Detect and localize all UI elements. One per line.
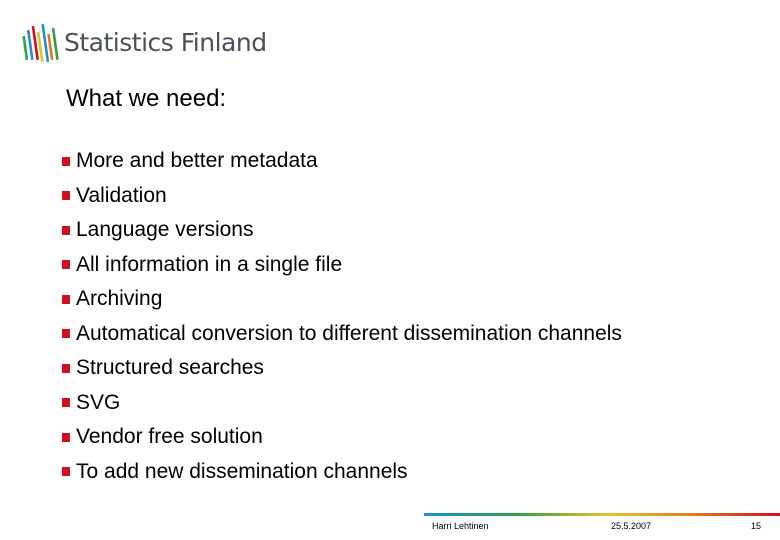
bullet-item <box>62 317 622 352</box>
bullet-text: Archiving <box>76 287 163 311</box>
bullet-text: Automatical conversion to different dissemination channels <box>76 321 622 345</box>
bullet-square-icon <box>62 191 70 200</box>
statistics-finland-logo <box>22 22 282 68</box>
bullet-square-icon <box>62 260 70 269</box>
bullet-item <box>62 213 622 248</box>
bullet-square-icon <box>62 467 70 476</box>
bullet-item <box>62 144 622 179</box>
logo-text: Statistics Finland <box>64 28 267 57</box>
bullet-text: To add new dissemination channels <box>76 459 408 483</box>
bullet-item <box>62 248 622 283</box>
bullet-text: Validation <box>76 183 167 207</box>
bullet-text: Structured searches <box>76 356 264 380</box>
bullet-list <box>62 144 622 489</box>
bullet-item <box>62 455 622 490</box>
bullet-item <box>62 386 622 421</box>
footer-color-bar <box>424 513 780 516</box>
slide-heading: What we need: <box>66 85 227 112</box>
bullet-text: SVG <box>76 390 121 414</box>
bullet-square-icon <box>62 226 70 235</box>
bullet-square-icon <box>62 398 70 407</box>
bullet-square-icon <box>62 329 70 338</box>
bullet-item <box>62 420 622 455</box>
bullet-square-icon <box>62 364 70 373</box>
bullet-item <box>62 351 622 386</box>
bullet-text: Language versions <box>76 218 254 242</box>
bullet-square-icon <box>62 433 70 442</box>
bullet-text: All information in a single file <box>76 252 343 276</box>
bullet-text: More and better metadata <box>76 149 318 173</box>
footer-page-number: 15 <box>751 521 762 531</box>
bullet-item <box>62 282 622 317</box>
bullet-item <box>62 179 622 214</box>
bullet-text: Vendor free solution <box>76 425 263 449</box>
footer-date: 25.5.2007 <box>611 521 652 531</box>
logo-bars-icon <box>22 22 60 68</box>
bullet-square-icon <box>62 295 70 304</box>
bullet-square-icon <box>62 157 70 166</box>
footer-author: Harri Lehtinen <box>432 521 489 531</box>
